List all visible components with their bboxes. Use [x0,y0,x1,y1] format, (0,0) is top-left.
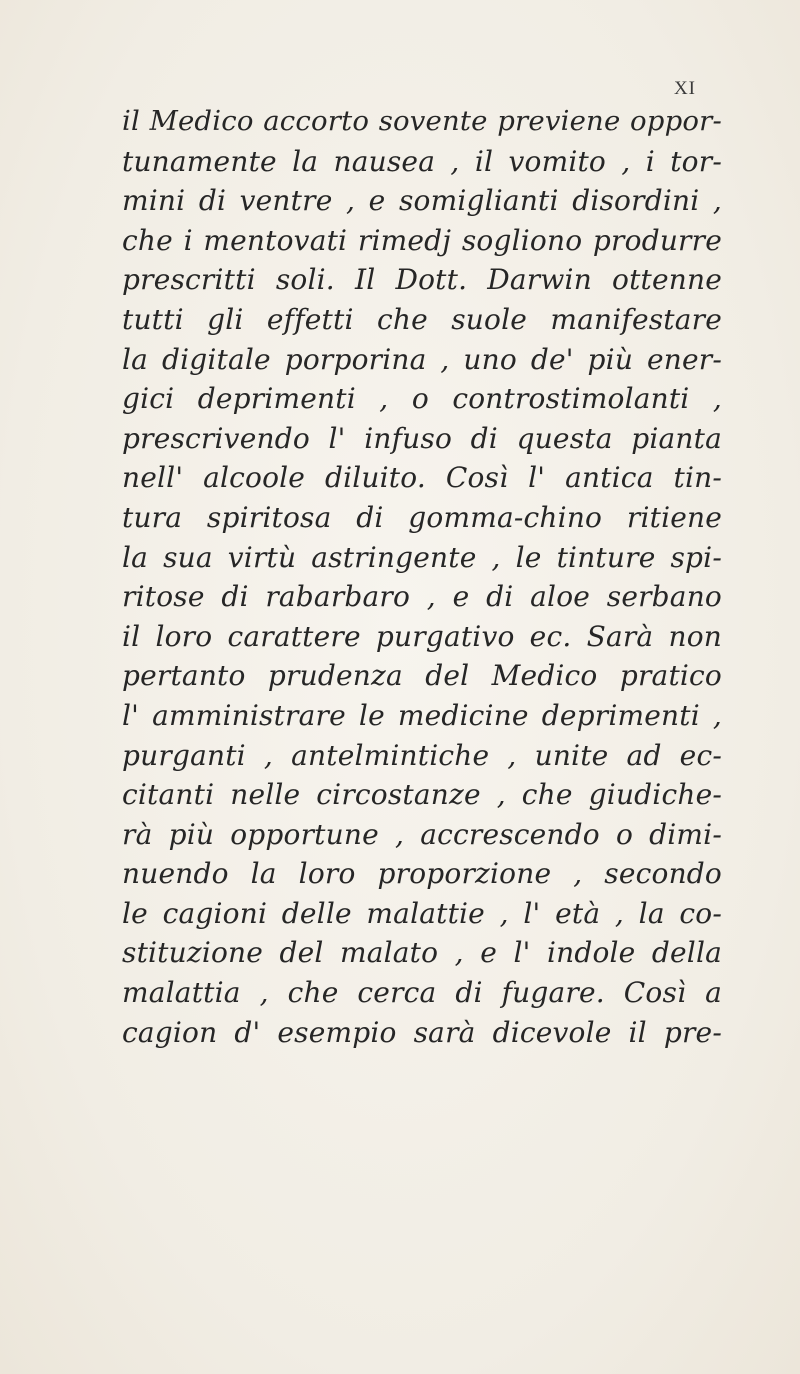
text-line: citanti nelle circostanze , che giudiche- [122,778,722,812]
text-line: ritose di rabarbaro , e di aloe serbano [122,580,722,614]
body-text [122,102,722,1052]
text-line: pertanto prudenza del Medico pratico [122,659,722,693]
text-line: malattia , che cerca di fugare. Così a [122,976,722,1010]
text-line: la digitale porporina , uno de' più ener- [122,342,722,376]
text-line: le cagioni delle malattie , l' età , la co- [122,896,722,930]
text-line: purganti , antelmintiche , unite ad ec- [122,738,722,772]
text-line: rà più opportune , accrescendo o dimi- [122,817,722,851]
text-line: prescritti soli. Il Dott. Darwin ottenne [122,263,722,297]
text-line: tura spiritosa di gomma-chino ritiene [122,500,722,534]
text-line: tunamente la nausea , il vomito , i tor- [122,144,722,178]
text-line: mini di ventre , e somiglianti disordini , [122,184,722,218]
text-line: nell' alcoole diluito. Così l' antica tin- [122,461,722,495]
text-line: gici deprimenti , o controstimolanti , [122,382,722,416]
text-line: che i mentovati rimedj sogliono produrre [122,223,722,257]
text-line: l' amministrare le medicine deprimenti , [122,698,722,732]
text-line: nuendo la loro proporzione , secondo [122,857,722,891]
text-line: prescrivendo l' infuso di questa pianta [122,421,722,455]
text-line: la sua virtù astringente , le tinture spi- [122,540,722,574]
text-line: stituzione del malato , e l' indole della [122,936,722,970]
text-line: cagion d' esempio sarà dicevole il pre- [122,1015,722,1049]
text-line: tutti gli effetti che suole manifestare [122,302,722,336]
page-number: XI [673,78,696,99]
text-line: il loro carattere purgativo ec. Sarà non [122,619,722,653]
text-line: il Medico accorto sovente previene oppor- [122,105,722,137]
